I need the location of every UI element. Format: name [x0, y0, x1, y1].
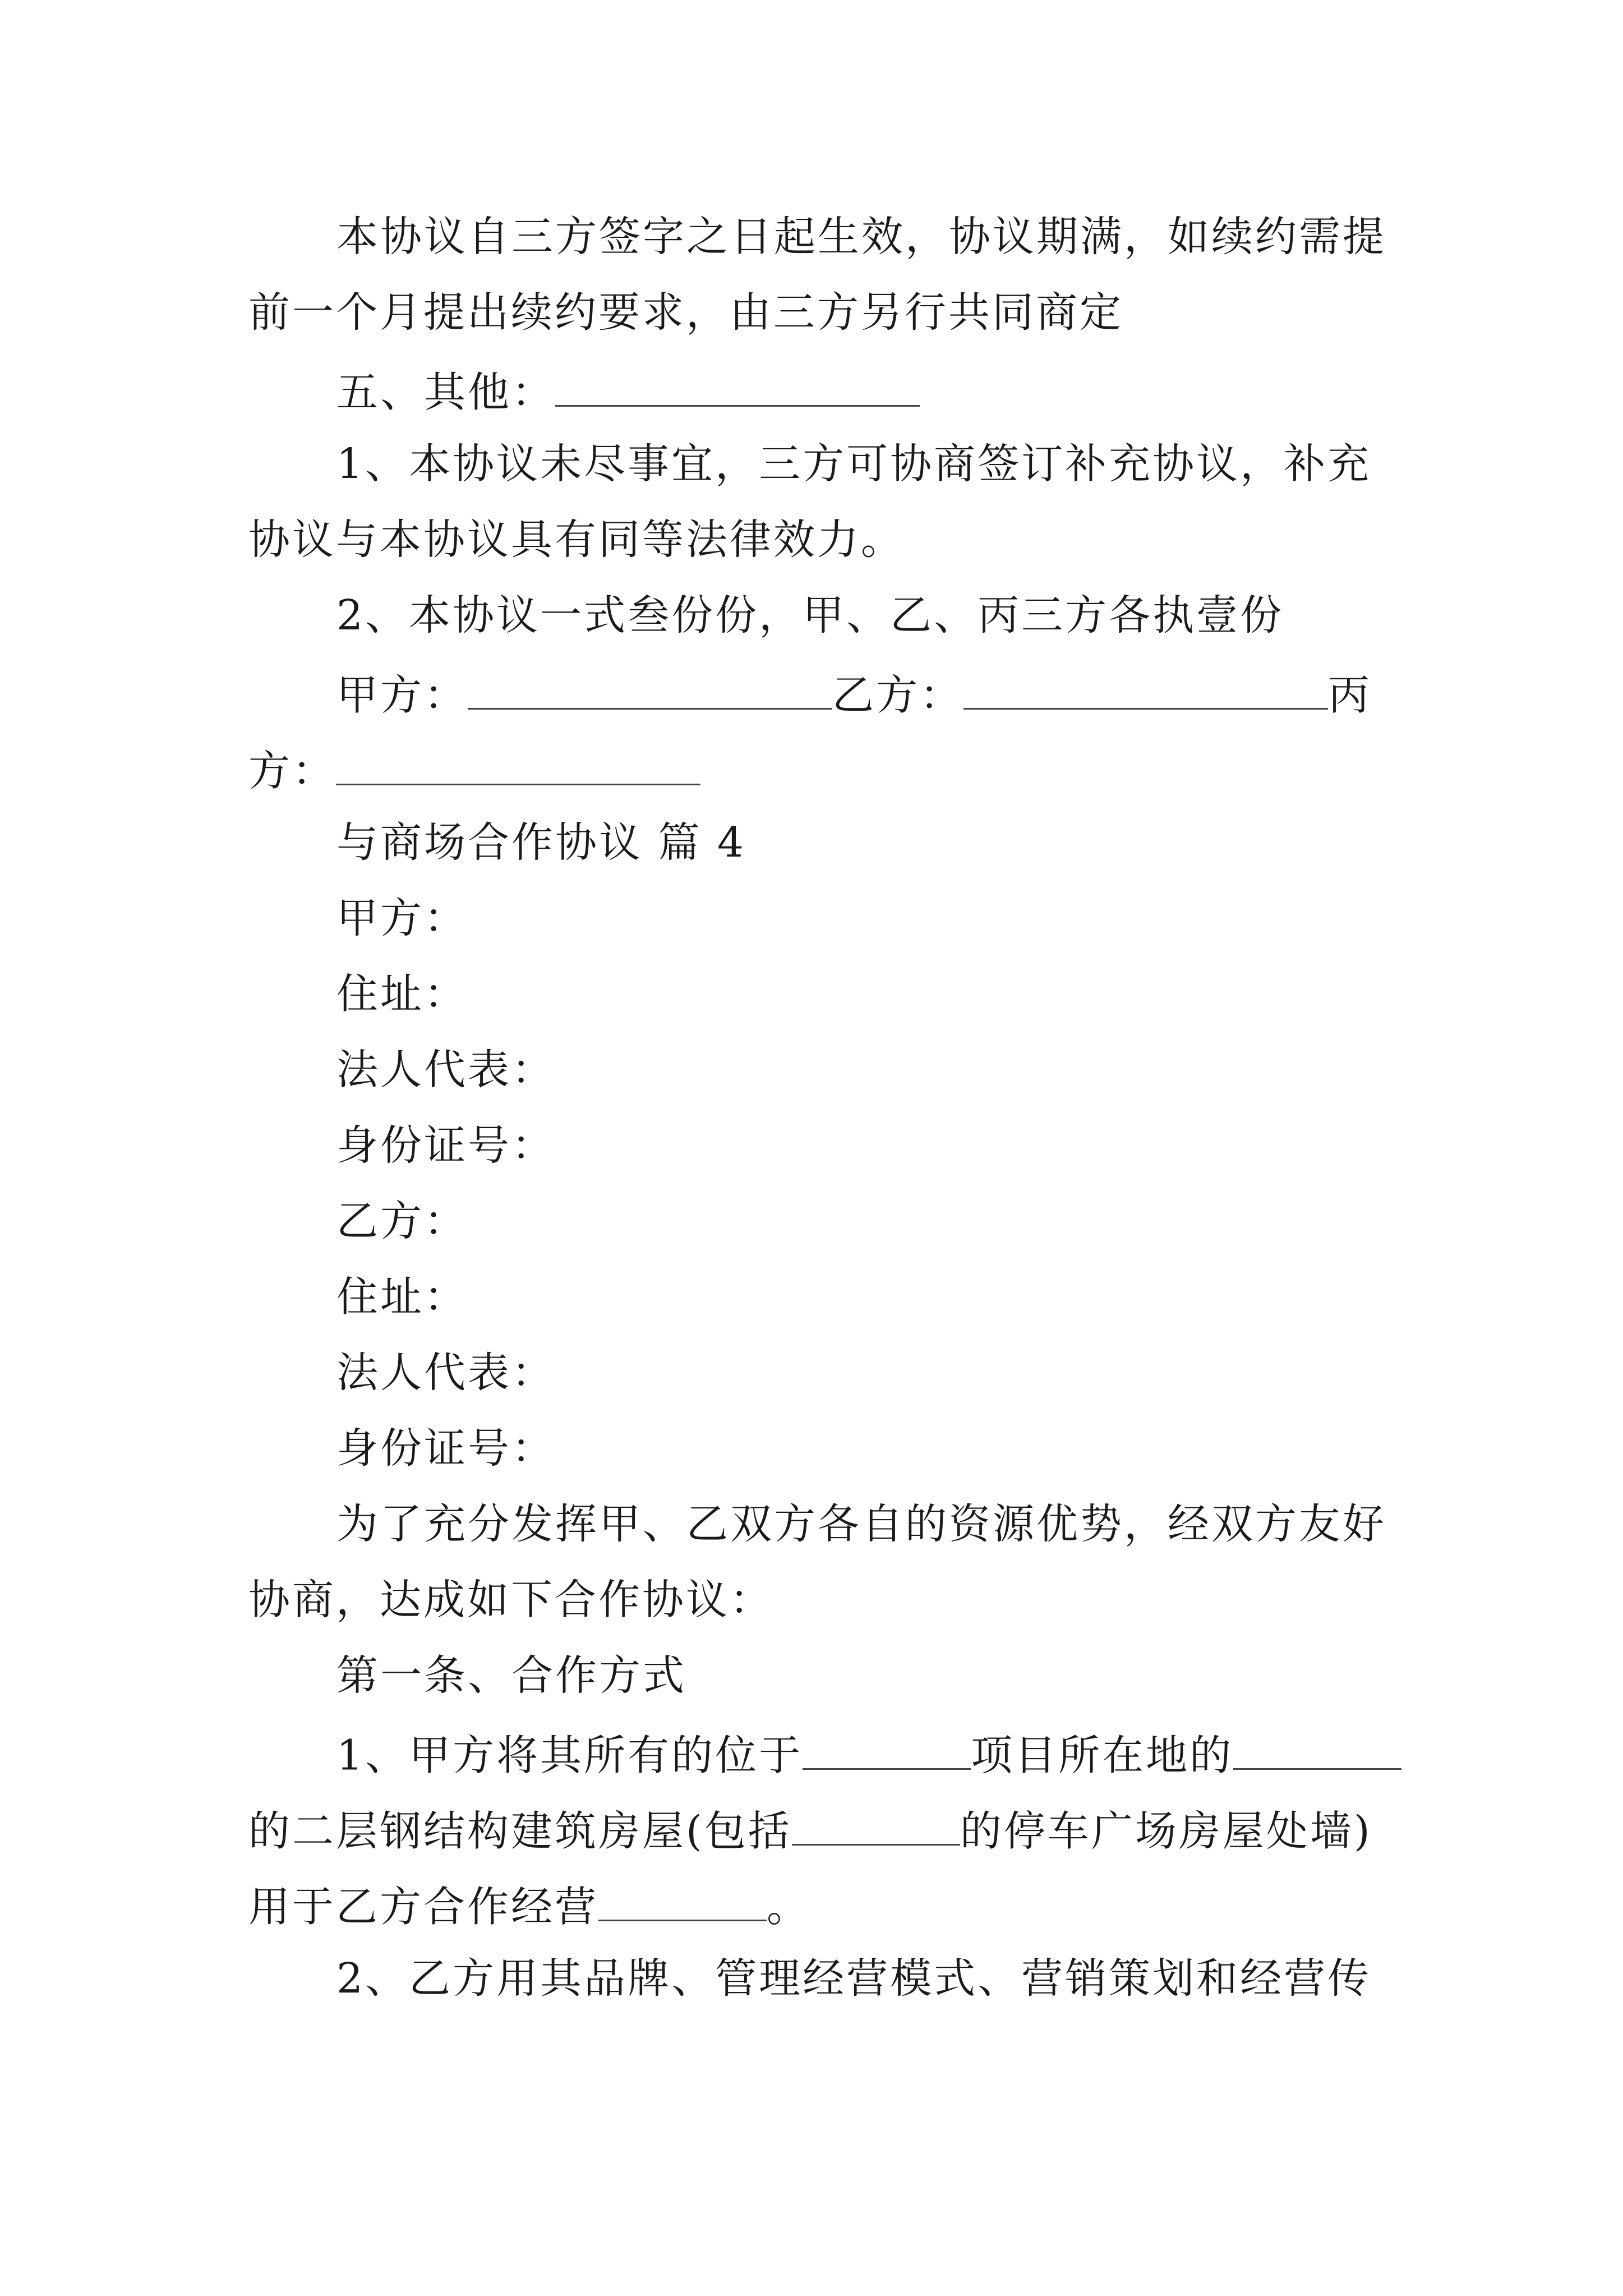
section-title: 与商场合作协议 篇 4 — [336, 818, 746, 867]
sign-party-b-label: 乙方： — [832, 671, 963, 720]
signature-line — [336, 670, 1372, 720]
site-blank — [1233, 1731, 1401, 1770]
sign-party-c-blank — [336, 746, 700, 785]
party-b-id: 身份证号： — [336, 1424, 555, 1473]
party-b-legal-rep: 法人代表： — [336, 1349, 555, 1397]
art1-item1-text-f: 。 — [767, 1883, 810, 1931]
art1-item1-text-c: 的二层钢结构建筑房屋(包括 — [248, 1807, 792, 1856]
other-blank — [555, 367, 920, 407]
location-blank — [803, 1731, 971, 1770]
intro-line-1: 为了充分发挥甲、乙双方各自的资源优势，经双方友好 — [336, 1500, 1386, 1548]
party-a-legal-rep: 法人代表： — [336, 1046, 555, 1094]
sign-party-c-label-end: 方： — [248, 747, 336, 795]
art1-item1-text-a: 1、甲方将其所有的位于 — [336, 1731, 803, 1780]
party-b-label: 乙方： — [336, 1197, 468, 1245]
other-item1-line-1: 1、本协议未尽事宜，三方可协商签订补充协议，补充 — [336, 440, 1372, 488]
intro-line-2: 协商，达成如下合作协议： — [248, 1576, 773, 1624]
business-blank — [598, 1882, 767, 1921]
other-heading: 五、其他： — [336, 368, 555, 417]
sign-party-c-label-start: 丙 — [1328, 671, 1372, 720]
paragraph-effect-line-2: 前一个月提出续约要求，由三方另行共同商定 — [248, 288, 1123, 337]
paragraph-effect-line-1: 本协议自三方签字之日起生效，协议期满，如续约需提 — [336, 213, 1386, 261]
art1-item1-text-d: 的停车广场房屋处墙) — [960, 1807, 1372, 1856]
party-a-id: 身份证号： — [336, 1121, 555, 1170]
article-1-item-1-line-3 — [248, 1882, 810, 1931]
party-a-address: 住址： — [336, 970, 468, 1018]
other-item2: 2、本协议一式叁份份，甲、乙、丙三方各执壹份 — [336, 591, 1284, 639]
art1-item1-text-b: 项目所在地的 — [971, 1731, 1234, 1780]
art1-item1-text-e: 用于乙方合作经营 — [248, 1883, 598, 1931]
signature-line-2 — [248, 746, 700, 795]
article-1-heading: 第一条、合作方式 — [336, 1651, 686, 1700]
sign-party-a-blank — [468, 670, 832, 710]
sign-party-a-label: 甲方： — [336, 671, 468, 720]
party-a-label: 甲方： — [336, 894, 468, 942]
article-1-item-1-line-2 — [248, 1806, 1372, 1856]
other-heading-line — [336, 367, 920, 417]
sign-party-b-blank — [963, 670, 1328, 710]
article-1-item-1-line-1 — [336, 1731, 1401, 1780]
article-1-item-2: 2、乙方用其品牌、管理经营模式、营销策划和经营传 — [336, 1954, 1372, 2003]
included-area-blank — [792, 1806, 960, 1846]
other-item1-line-2: 协议与本协议具有同等法律效力。 — [248, 516, 905, 564]
party-b-address: 住址： — [336, 1273, 468, 1321]
